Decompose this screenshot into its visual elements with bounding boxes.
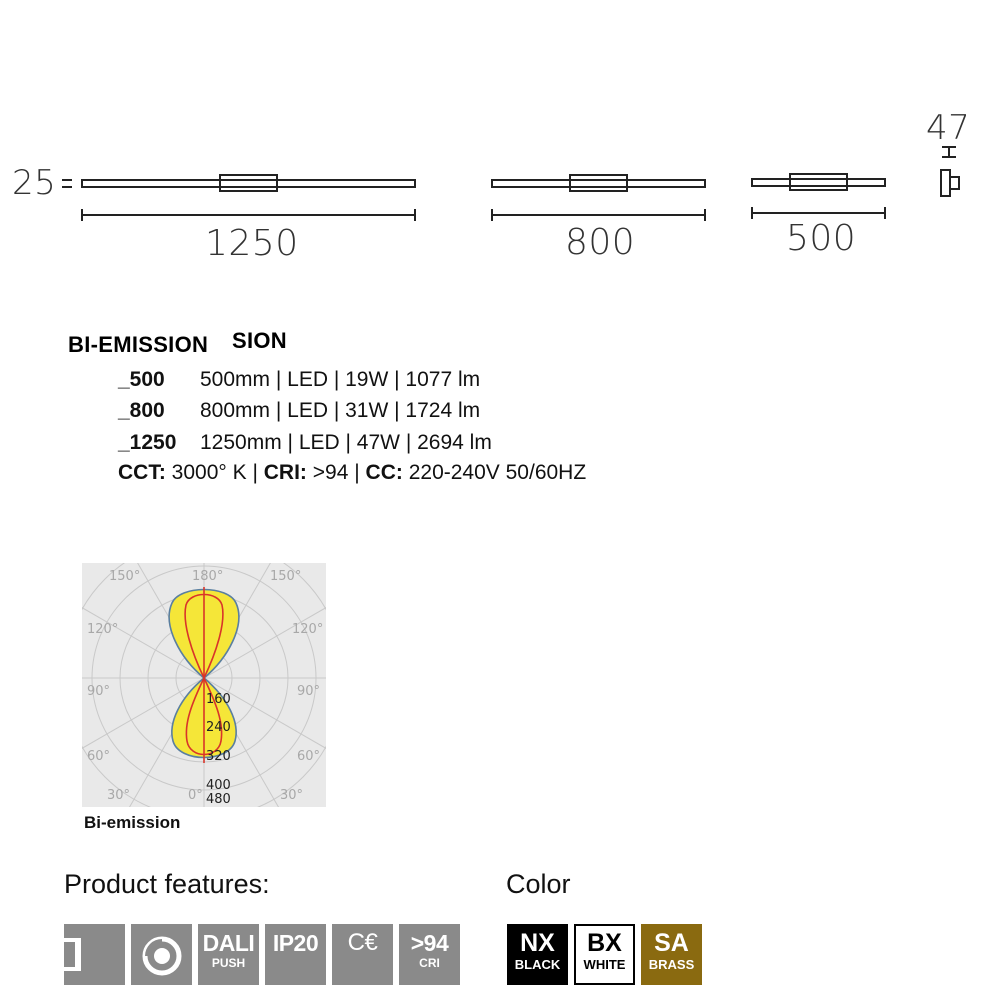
lamp-800-body bbox=[492, 180, 705, 187]
spec-text: 500mm | LED | 19W | 1077 lm bbox=[200, 368, 481, 391]
angle-label-150-left: 150° bbox=[109, 569, 141, 584]
spec-code: _500 bbox=[118, 368, 165, 391]
cri-label: CRI: bbox=[263, 461, 307, 484]
radial-value-160: 160 bbox=[206, 692, 231, 707]
color-option-black bbox=[507, 924, 568, 985]
lamp-500-mount bbox=[790, 174, 847, 190]
ip20-label: IP20 bbox=[272, 930, 319, 956]
length-label-800: 800 bbox=[565, 222, 636, 263]
side-profile bbox=[941, 170, 950, 196]
ce-label: C€ bbox=[347, 929, 378, 956]
spec-row-800 bbox=[118, 399, 480, 423]
cct-value: 3000° K | bbox=[171, 461, 258, 484]
lamp-500-body bbox=[752, 179, 885, 186]
length-label-500: 500 bbox=[786, 218, 857, 259]
lamp-1250-mount bbox=[220, 175, 277, 191]
color-option-brass bbox=[641, 924, 702, 985]
angle-label-60-right: 60° bbox=[297, 749, 321, 764]
height-label: 25 bbox=[12, 163, 57, 203]
color-code: NX bbox=[520, 929, 555, 957]
angle-label-0: 0° bbox=[188, 788, 203, 803]
cc-value: 220-240V 50/60HZ bbox=[408, 461, 587, 484]
radial-value-480: 480 bbox=[206, 792, 231, 807]
angle-label-180: 180° bbox=[192, 569, 224, 584]
spec-text: 800mm | LED | 31W | 1724 lm bbox=[200, 399, 481, 422]
cri-badge bbox=[399, 924, 460, 985]
color-title: Color bbox=[506, 869, 571, 899]
radial-value-320: 320 bbox=[206, 749, 231, 764]
angle-label-120-left: 120° bbox=[87, 622, 119, 637]
spec-code: _1250 bbox=[118, 431, 177, 454]
angle-label-150-right: 150° bbox=[270, 569, 302, 584]
ip20-badge bbox=[265, 924, 326, 985]
dali-label: DALI bbox=[202, 930, 255, 956]
spec-row-cct bbox=[118, 461, 586, 485]
angle-label-90-right: 90° bbox=[297, 684, 321, 699]
angle-label-30-right: 30° bbox=[280, 788, 304, 803]
color-name: BLACK bbox=[514, 957, 561, 972]
cc-label: CC: bbox=[365, 461, 403, 484]
angle-label-30-left: 30° bbox=[107, 788, 131, 803]
dali-push-badge bbox=[198, 924, 259, 985]
spec-text: 1250mm | LED | 47W | 2694 lm bbox=[200, 431, 492, 454]
push-label: PUSH bbox=[211, 956, 246, 970]
wall-mount-icon bbox=[64, 924, 125, 985]
polar-diagram bbox=[82, 563, 326, 807]
spec-code: _800 bbox=[118, 399, 165, 422]
lamp-1250-body bbox=[82, 180, 415, 187]
color-option-white bbox=[574, 924, 635, 985]
color-name: BRASS bbox=[648, 957, 695, 972]
spec-row-500 bbox=[118, 368, 480, 392]
cri-value: >94 | bbox=[312, 461, 360, 484]
ce-mark-icon bbox=[332, 924, 393, 985]
dimmer-icon bbox=[131, 924, 192, 985]
cct-label: CCT: bbox=[118, 461, 166, 484]
features-title: Product features: bbox=[64, 869, 270, 899]
cri-badge-label: CRI bbox=[419, 956, 440, 970]
emission-title: BI-EMISSION bbox=[68, 332, 209, 357]
angle-label-90-left: 90° bbox=[87, 684, 111, 699]
length-label-1250: 1250 bbox=[205, 223, 299, 264]
color-name: WHITE bbox=[583, 957, 626, 972]
polar-caption: Bi-emission bbox=[84, 813, 181, 832]
spec-row-1250 bbox=[118, 431, 492, 455]
color-code: SA bbox=[654, 929, 689, 957]
radial-value-400: 400 bbox=[206, 778, 231, 793]
angle-label-120-right: 120° bbox=[292, 622, 324, 637]
angle-label-60-left: 60° bbox=[87, 749, 111, 764]
depth-label: 47 bbox=[926, 108, 971, 148]
cri-badge-value: >94 bbox=[410, 930, 449, 956]
emission-title-overlap: SION bbox=[232, 328, 287, 353]
radial-value-240: 240 bbox=[206, 720, 231, 735]
color-code: BX bbox=[587, 929, 622, 957]
lamp-800-mount bbox=[570, 175, 627, 191]
